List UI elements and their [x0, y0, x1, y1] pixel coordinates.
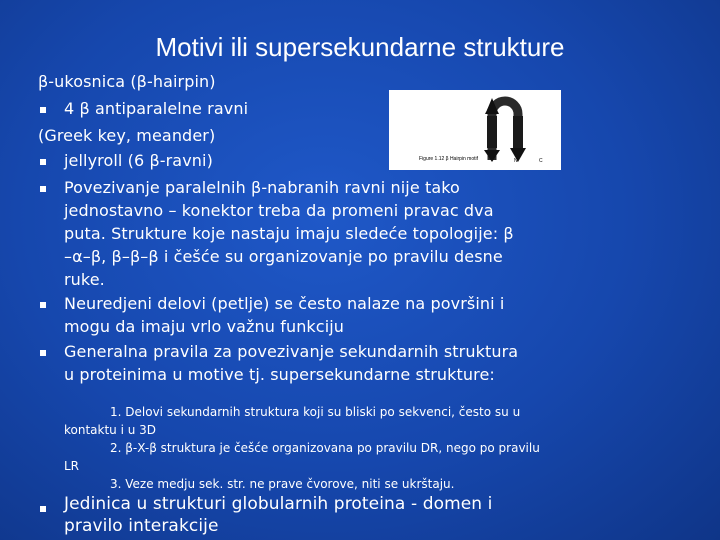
- figure-label-n: N: [514, 158, 518, 164]
- text-loops-2: mogu da imaju vrlo važnu funkciju: [64, 317, 345, 336]
- rule-2-line-2: LR: [64, 459, 80, 473]
- text-parallel-1: Povezivanje paralelnih β-nabranih ravni nije tako: [64, 178, 460, 197]
- bullet-icon: [40, 302, 46, 308]
- text-greek-key: (Greek key, meander): [38, 126, 216, 145]
- figure-caption: Figure 1.12 β Hairpin motif: [419, 156, 479, 162]
- rule-2-line-1: 2. β-X-β struktura je češće organizovana po pravilu DR, nego po pravilu: [110, 441, 540, 455]
- text-parallel-3: puta. Strukture koje nastaju imaju sledeće topologije: β: [64, 224, 514, 243]
- bullet-icon: [40, 506, 46, 512]
- slide-title: Motivi ili supersekundarne strukture: [155, 32, 565, 62]
- rule-1-line-2: kontaktu i u 3D: [64, 423, 157, 437]
- text-antiparallel: 4 β antiparalelne ravni: [64, 99, 249, 118]
- text-domain-2: pravilo interakcije: [64, 516, 219, 536]
- text-jellyroll: jellyroll (6 β-ravni): [64, 151, 213, 170]
- bullet-icon: [40, 350, 46, 356]
- text-loops-1: Neuredjeni delovi (petlje) se često nalaze na površini i: [64, 294, 505, 313]
- text-rules-1: Generalna pravila za povezivanje sekundarnih struktura: [64, 342, 519, 361]
- rule-1-line-1: 1. Delovi sekundarnih struktura koji su bliski po sekvenci, često su u: [110, 405, 521, 419]
- text-beta-hairpin: β-ukosnica (β-hairpin): [38, 72, 216, 91]
- figure-label-c: C: [539, 158, 543, 164]
- text-parallel-5: ruke.: [64, 270, 105, 289]
- rule-3: 3. Veze medju sek. str. ne prave čvorove, niti se ukrštaju.: [110, 477, 455, 491]
- hairpin-figure: [389, 90, 561, 170]
- bullet-icon: [40, 186, 46, 192]
- text-domain-1: Jedinica u strukturi globularnih proteina - domen i: [64, 494, 493, 514]
- text-rules-2: u proteinima u motive tj. supersekundarne strukture:: [64, 365, 495, 384]
- bullet-icon: [40, 107, 46, 113]
- text-parallel-2: jednostavno – konektor treba da promeni pravac dva: [64, 201, 494, 220]
- bullet-icon: [40, 159, 46, 165]
- text-parallel-4: –α–β, β–β–β i češće su organizovanje po pravilu desne: [64, 247, 503, 266]
